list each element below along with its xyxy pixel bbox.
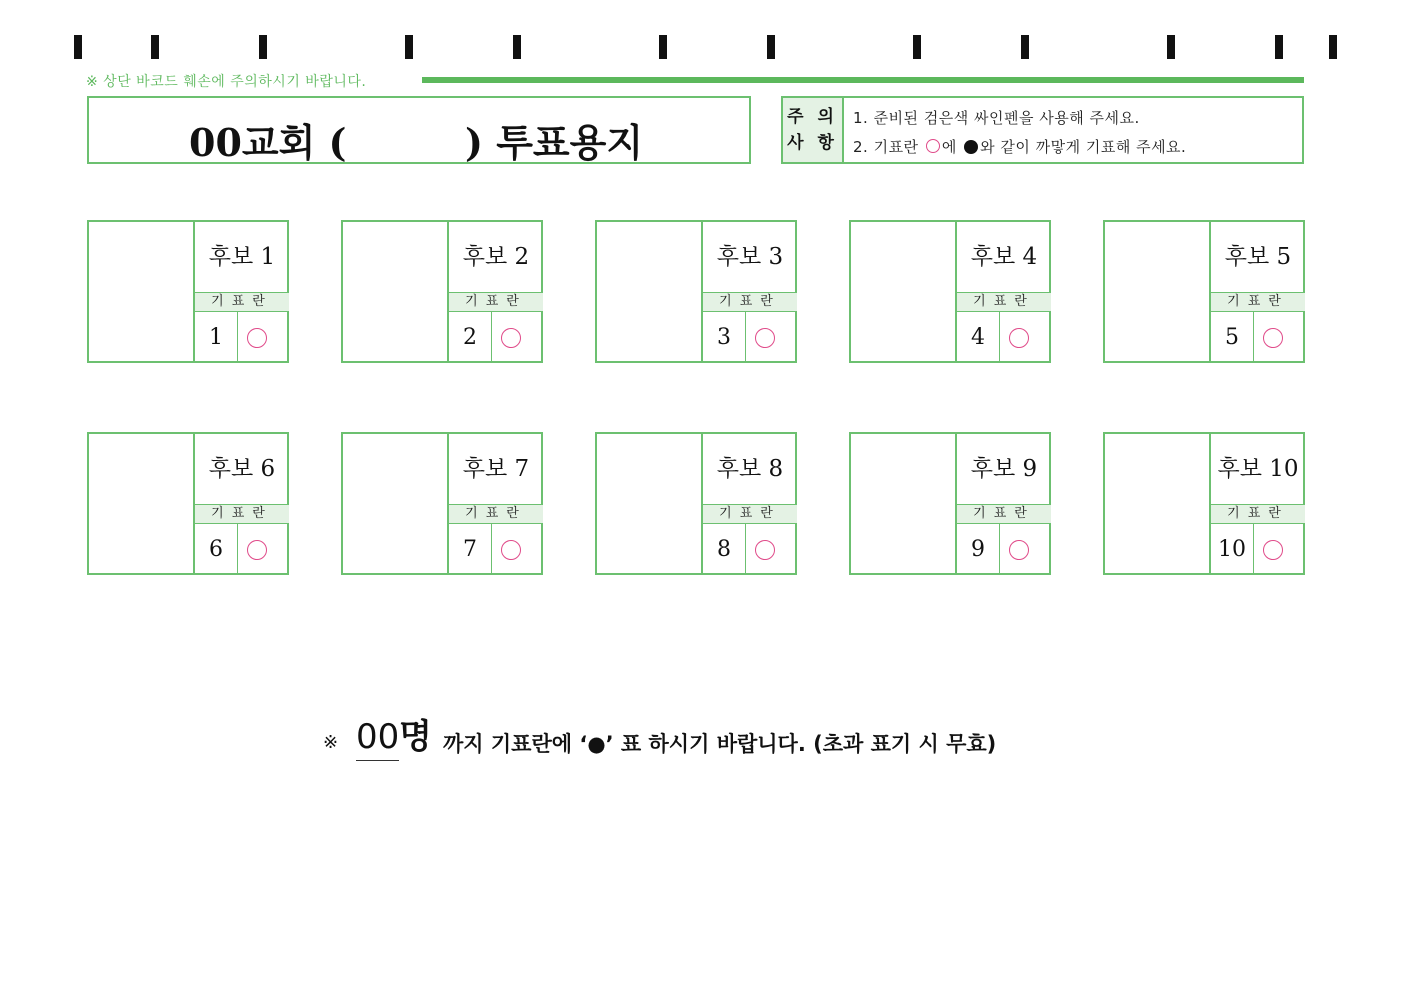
candidate-number: 8 [703,524,746,575]
barcode-mark [513,35,521,59]
barcode-mark [259,35,267,59]
barcode-mark [405,35,413,59]
vote-label: 기표란 [195,504,289,524]
candidate-number: 10 [1211,524,1254,575]
footer-text: 까지 기표란에 ‘●’ 표 하시기 바랍니다. (초과 표기 시 무효) [443,732,997,756]
notice-lines [853,106,1186,164]
notice-line-2-end: 와 같이 까맣게 기표해 주세요. [980,138,1187,156]
candidate-photo-area [89,434,195,573]
vote-circle[interactable] [247,328,267,348]
barcode-mark [1275,35,1283,59]
vote-circle[interactable] [1009,328,1029,348]
vote-label: 기표란 [1211,504,1305,524]
vote-circle[interactable] [1263,328,1283,348]
vote-label: 기표란 [195,292,289,312]
candidate-card [341,220,543,363]
candidate-photo-area [1105,434,1211,573]
notice-line-1: 1. 준비된 검은색 싸인펜을 사용해 주세요. [853,109,1140,127]
barcode-mark [151,35,159,59]
notice-label [783,98,844,162]
barcode-mark [1021,35,1029,59]
candidate-name: 후보 10 [1217,456,1299,482]
ballot-title [89,104,749,165]
vote-circle[interactable] [755,540,775,560]
vote-label: 기표란 [957,292,1051,312]
candidate-card [849,220,1051,363]
candidate-number: 4 [957,312,1000,363]
barcode-mark [74,35,82,59]
candidate-photo-area [343,434,449,573]
candidate-card [849,432,1051,575]
candidate-card [1103,220,1305,363]
candidate-card [595,432,797,575]
notice-line-2-mid: 에 [941,138,963,156]
vote-circle[interactable] [501,328,521,348]
candidate-card [341,432,543,575]
vote-circle[interactable] [755,328,775,348]
notice-label-line2: 사 항 [787,133,838,153]
candidate-photo-area [343,222,449,361]
ballot-title-suffix: ) 투표용지 [465,120,644,165]
notice-label-line1: 주 의 [787,107,838,127]
candidate-name: 후보 5 [1224,244,1292,270]
vote-circle[interactable] [1263,540,1283,560]
footer-count: 00 [356,716,399,761]
candidate-number: 2 [449,312,492,363]
candidate-photo-area [597,434,703,573]
vote-circle[interactable] [1009,540,1029,560]
empty-circle-icon [926,139,940,153]
candidate-photo-area [1105,222,1211,361]
footer-instruction [0,712,1403,772]
vote-label: 기표란 [1211,292,1305,312]
header-divider [422,77,1304,83]
notice-line-2-start: 2. 기표란 [853,138,924,156]
candidate-name: 후보 4 [970,244,1038,270]
candidate-photo-area [851,434,957,573]
candidate-card [87,220,289,363]
candidate-name: 후보 6 [208,456,276,482]
candidate-number: 9 [957,524,1000,575]
candidate-number: 3 [703,312,746,363]
candidate-number: 5 [1211,312,1254,363]
barcode-mark [1329,35,1337,59]
candidate-photo-area [851,222,957,361]
barcode-warning: ※ 상단 바코드 훼손에 주의하시기 바랍니다. [86,74,367,90]
vote-circle[interactable] [501,540,521,560]
candidate-number: 7 [449,524,492,575]
notice-box [781,96,1304,164]
candidate-name: 후보 9 [970,456,1038,482]
candidate-number: 6 [195,524,238,575]
vote-label: 기표란 [957,504,1051,524]
candidate-card [1103,432,1305,575]
vote-circle[interactable] [247,540,267,560]
vote-label: 기표란 [449,292,543,312]
barcode-mark [1167,35,1175,59]
candidate-number: 1 [195,312,238,363]
candidate-card [595,220,797,363]
filled-circle-icon [964,140,978,154]
footer-count-suffix: 명 [399,717,432,757]
candidate-name: 후보 1 [208,244,276,270]
candidate-name: 후보 8 [716,456,784,482]
candidate-name: 후보 2 [462,244,530,270]
notice-line-2 [853,135,1186,164]
ballot-title-prefix: 00교회 ( [189,120,347,165]
candidate-photo-area [89,222,195,361]
candidate-name: 후보 3 [716,244,784,270]
vote-label: 기표란 [703,504,797,524]
footer-note-mark: ※ [323,732,339,753]
ballot-title-box [87,96,751,164]
barcode-mark [767,35,775,59]
candidate-photo-area [597,222,703,361]
barcode-mark [659,35,667,59]
candidate-card [87,432,289,575]
candidate-name: 후보 7 [462,456,530,482]
barcode-mark [913,35,921,59]
vote-label: 기표란 [703,292,797,312]
vote-label: 기표란 [449,504,543,524]
